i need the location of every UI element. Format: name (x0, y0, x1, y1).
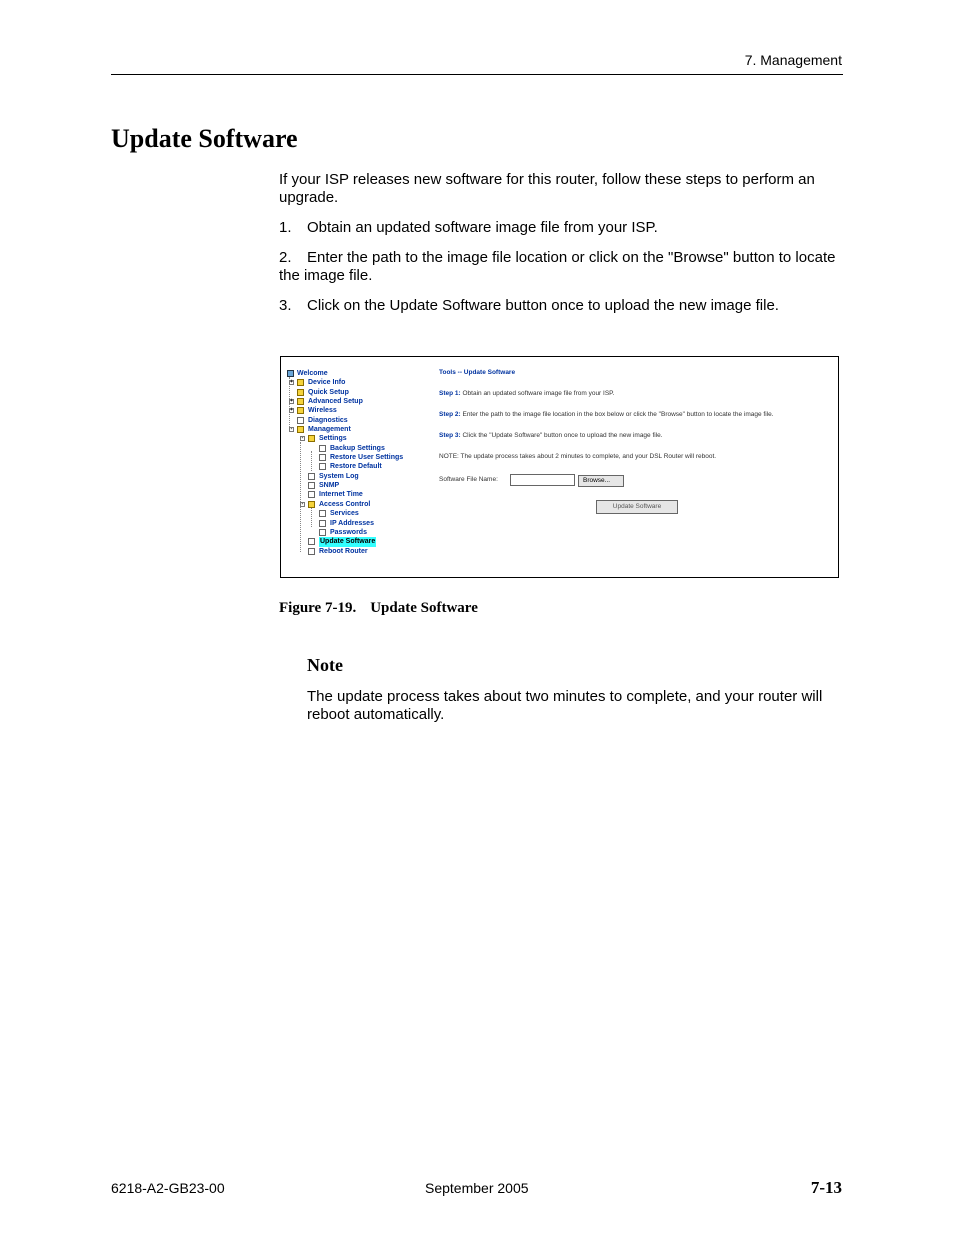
figure-caption (279, 600, 478, 617)
pane-step-3: Step 3: Click the "Update Software" button once to upload the new image file. (439, 432, 663, 439)
step-number: 3. (279, 297, 292, 314)
step-3 (279, 297, 849, 315)
page-icon (319, 463, 326, 470)
intro-paragraph: If your ISP releases new software for this router, follow these steps to perform an upgrade. (279, 171, 815, 206)
folder-icon (297, 426, 304, 433)
tree-guide-line (311, 507, 312, 527)
update-software-button[interactable]: Update Software (596, 500, 678, 514)
folder-icon (297, 389, 304, 396)
expand-icon[interactable]: + (290, 398, 293, 405)
folder-icon (308, 501, 315, 508)
footer-date: September 2005 (425, 1180, 529, 1196)
section-title: Update Software (111, 124, 298, 153)
step-number: 2. (279, 249, 292, 266)
collapse-icon[interactable]: - (301, 435, 304, 442)
pane-note: NOTE: The update process takes about 2 minutes to complete, and your DSL Router will reboot. (439, 453, 717, 460)
expand-icon[interactable]: + (290, 379, 293, 386)
computer-icon (287, 370, 294, 377)
tree-guide-line (300, 442, 301, 552)
step-1 (279, 219, 849, 237)
step-2 (279, 249, 849, 285)
running-header: 7. Management (744, 52, 842, 68)
step-text: Enter the path to the image file location or click on the "Browse" button to locate the image file. (279, 249, 836, 284)
software-file-input[interactable] (510, 474, 575, 486)
page-icon (308, 473, 315, 480)
router-screenshot: Welcome + Device Info Quick Setup + Advanced Setup + Wireless Diagnostics - Management - Settings Backup Settings Restore User Settings Restore Default System Log SNMP Internet Time - Access Control Services IP Addresses Passwords Update Software Reboot Router Tools -- Update Software Step 1: Obtain an updated software image file from your ISP. Step 2: Enter the path to the image file location in the box below or click the "Browse" button to locate the image file. Step 3: Click the "Update Software" button once to upload the new image file. NOTE: The update process takes about 2 minutes to complete, and your DSL Router will reboot. Software File Name: Browse... Update Software (280, 356, 839, 578)
page-icon (308, 548, 315, 555)
page-icon (297, 417, 304, 424)
folder-icon (297, 407, 304, 414)
page-icon (319, 520, 326, 527)
step-text: Click on the Update Software button once to upload the new image file. (307, 297, 779, 314)
folder-icon (297, 379, 304, 386)
note-text: The update process takes about two minutes to complete, and your router will reboot automatically. (307, 688, 823, 723)
page-icon (319, 445, 326, 452)
footer-doc-number: 6218-A2-GB23-00 (111, 1180, 225, 1196)
folder-icon (308, 435, 315, 442)
page-icon (319, 454, 326, 461)
expand-icon[interactable]: + (290, 407, 293, 414)
collapse-icon[interactable]: - (301, 500, 304, 507)
header-rule (111, 74, 843, 75)
page-icon (308, 538, 315, 545)
page-icon (319, 510, 326, 517)
collapse-icon[interactable]: - (290, 426, 293, 433)
folder-icon (297, 398, 304, 405)
browse-button[interactable]: Browse... (578, 475, 624, 487)
note-heading: Note (307, 655, 343, 675)
pane-step-2: Step 2: Enter the path to the image file location in the box below or click the "Browse" button to locate the image file. (439, 411, 774, 418)
page-icon (308, 491, 315, 498)
figure-title: Update Software (370, 600, 478, 616)
file-name-label: Software File Name: (439, 476, 498, 483)
footer-page-number: 7-13 (810, 1178, 842, 1197)
step-number: 1. (279, 219, 292, 236)
tree-guide-line (311, 451, 312, 471)
pane-step-1: Step 1: Obtain an updated software image file from your ISP. (439, 390, 615, 397)
figure-label: Figure 7-19. (279, 600, 357, 616)
pane-heading: Tools -- Update Software (439, 369, 516, 376)
page-icon (319, 529, 326, 536)
page-icon (308, 482, 315, 489)
step-text: Obtain an updated software image file from your ISP. (307, 219, 658, 236)
